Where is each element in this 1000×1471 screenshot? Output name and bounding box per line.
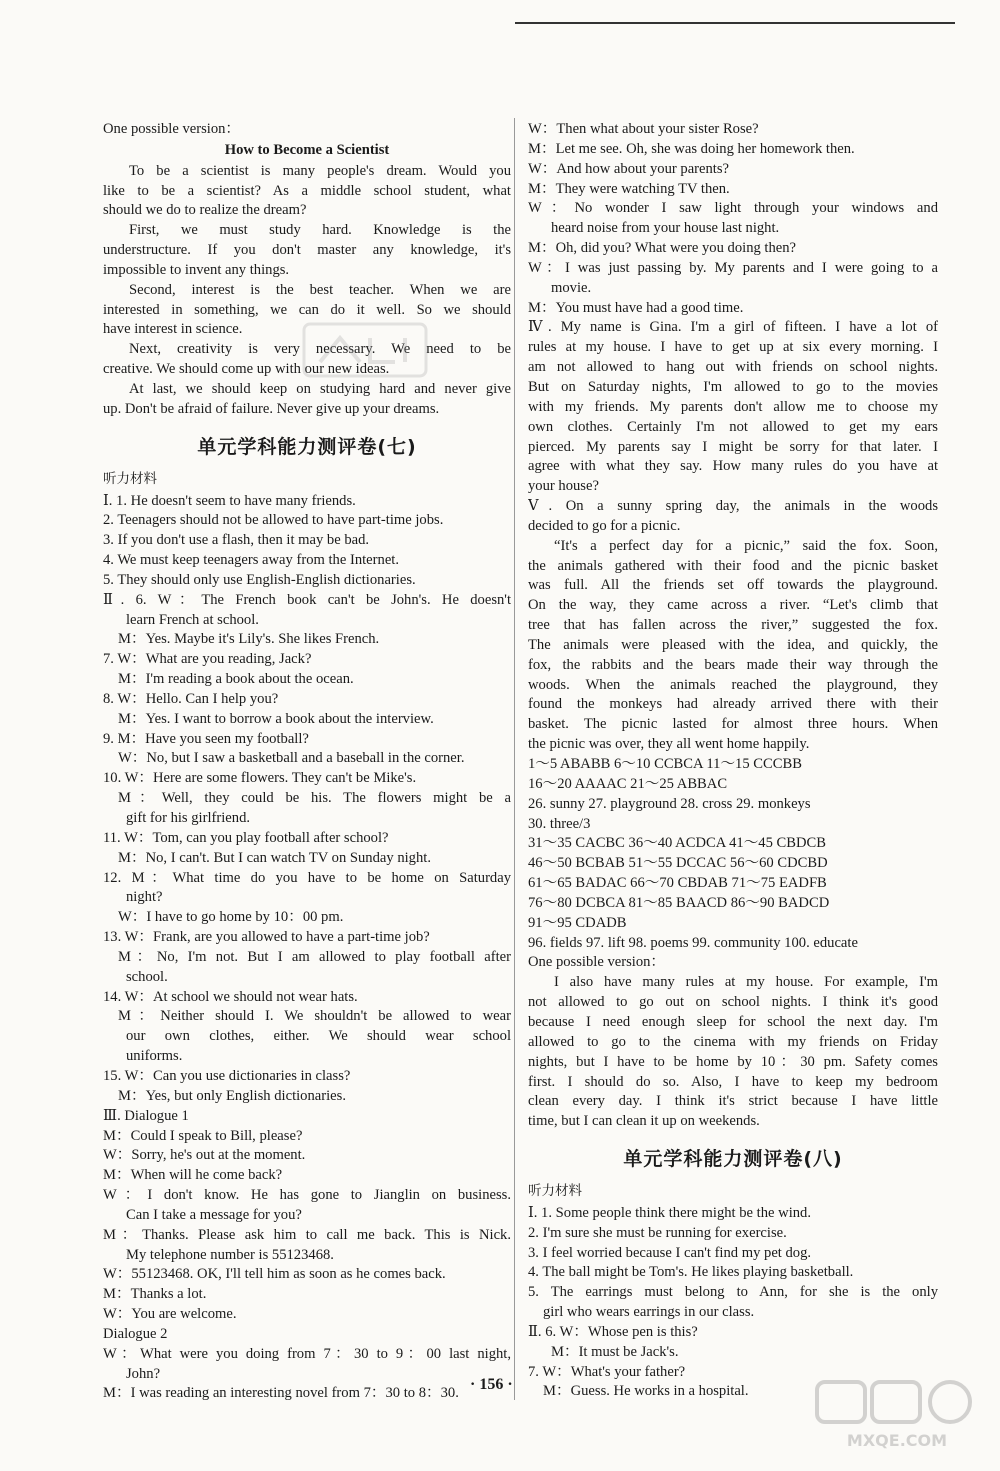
left-column-line: M：I was reading an interesting novel from 7：30 to 8：30.: [103, 1385, 459, 1402]
right-column-line: own clothes. Certainly I'm not allowed to get my ears: [528, 418, 938, 435]
left-column-line: 3. If you don't use a flash, then it may be bad.: [103, 532, 370, 549]
left-column-line: 单元学科能力测评卷(七): [197, 435, 417, 458]
right-column-line: I also have many rules at my house. For example, I'm: [554, 974, 938, 991]
left-column-line: night?: [126, 889, 163, 906]
right-column-line: tree that has fallen across the river,” suggested the fox.: [528, 617, 938, 634]
left-column-line: should we do to realize the dream?: [103, 202, 307, 219]
right-column-line: movie.: [551, 279, 592, 296]
left-column-line: like to be a scientist? As a middle school student, what: [103, 182, 511, 199]
left-column-line: Ⅱ. 6. W：The French book can't be John's. He doesn't: [103, 591, 511, 608]
left-column-line: M：I'm reading a book about the ocean.: [118, 671, 354, 688]
site-logo-watermark: [812, 1378, 982, 1453]
left-column-line: Second, interest is the best teacher. When we are: [129, 281, 511, 298]
left-column-line: First, we must study hard. Knowledge is the: [129, 222, 511, 239]
right-column-line: the animals gathered with their food and the picnic basket: [528, 557, 938, 574]
right-column-line: 26. sunny 27. playground 28. cross 29. monkeys: [528, 795, 811, 812]
right-column-line: M：They were watching TV then.: [528, 180, 730, 197]
right-column-line: 2. I'm sure she must be running for exercise.: [528, 1224, 787, 1241]
right-column-line: One possible version：: [528, 954, 666, 971]
left-column-line: up. Don't be afraid of failure. Never give up your dreams.: [103, 400, 440, 417]
right-column-line: 46～50 BCBAB 51～55 DCCAC 56～60 CDCBD: [528, 855, 828, 872]
left-column-line: creative. We should come up with our new ideas.: [103, 361, 390, 378]
right-column-line: your house?: [528, 478, 599, 495]
right-column-line: M：Let me see. Oh, she was doing her homework then.: [528, 140, 855, 157]
left-column-line: 9. M：Have you seen my football?: [103, 730, 309, 747]
left-column-line: To be a scientist is many people's dream. Would you: [129, 162, 511, 179]
right-column-line: But on Saturday nights, I'm allowed to go to the movies: [528, 378, 938, 395]
left-column-line: interested in something, we can do it well. So we should: [103, 301, 511, 318]
left-column-line: My telephone number is 55123468.: [126, 1246, 334, 1263]
left-column-line: M：Thanks. Please ask him to call me back. This is Nick.: [103, 1226, 511, 1243]
left-column-line: Ⅲ. Dialogue 1: [103, 1107, 189, 1124]
right-column-line: first. I should do so. Also, I have to keep my bedroom: [528, 1073, 938, 1090]
right-column-line: 听力材料: [528, 1183, 582, 1200]
left-column-line: 10. W：Here are some flowers. They can't be Mike's.: [103, 770, 417, 787]
right-column-line: heard noise from your house last night.: [551, 220, 780, 237]
right-column-line: M：Oh, did you? What were you doing then?: [528, 240, 797, 257]
right-column-line: 96. fields 97. lift 98. poems 99. community 100. educate: [528, 934, 858, 951]
right-column-line: time, but I can clean it up on weekends.: [528, 1113, 760, 1130]
right-column-line: 16～20 AAAAC 21～25 ABBAC: [528, 775, 728, 792]
right-column-line: pierced. My parents say I might be sorry for that later. I: [528, 438, 938, 455]
right-column-line: Ⅴ. On a sunny spring day, the animals in the woods: [528, 498, 938, 515]
left-column-line: 15. W：Can you use dictionaries in class?: [103, 1067, 351, 1084]
right-column-line: 1～5 ABABB 6～10 CCBCA 11～15 CCCBB: [528, 756, 802, 772]
left-column-line: learn French at school.: [126, 611, 259, 628]
left-column-line: How to Become a Scientist: [224, 141, 390, 158]
left-column-line: W：I don't know. He has gone to Jianglin on business.: [103, 1187, 511, 1204]
right-column-line: woods. When the animals reached the playground, they: [528, 676, 938, 693]
right-column-line: found the monkeys had already arrived there with their: [528, 696, 938, 713]
right-column-line: W：And how about your parents?: [528, 160, 730, 177]
left-column-line: 2. Teenagers should not be allowed to have part-time jobs.: [103, 512, 444, 529]
left-column-line: Next, creativity is very necessary. We need to be: [129, 341, 511, 358]
right-column-line: W：No wonder I saw light through your windows and: [528, 200, 938, 217]
right-column-line: am not allowed to hang out with friends on school nights.: [528, 359, 938, 376]
left-column-line: W：I have to go home by 10：00 pm.: [118, 909, 344, 926]
right-column-line: clean every day. I think it's strict because I have little: [528, 1093, 938, 1110]
left-column-line: 12. M：What time do you have to be home on Saturday: [103, 869, 511, 886]
right-column-line: 30. three/3: [528, 815, 591, 832]
watermark-stamp-icon: [300, 320, 430, 380]
left-column-line: uniforms.: [126, 1048, 183, 1065]
right-column-line: On the way, they came across a river. “Let's climb that: [528, 597, 938, 614]
right-column-line: M：It must be Jack's.: [551, 1343, 679, 1360]
left-column-line: M：When will he come back?: [103, 1167, 283, 1184]
left-column-line: gift for his girlfriend.: [126, 810, 251, 826]
right-column-line: not allowed to go out on school nights. I think it's good: [528, 994, 938, 1011]
left-column-line: have interest in science.: [103, 321, 243, 338]
left-column-line: W：Sorry, he's out at the moment.: [103, 1147, 306, 1164]
left-column-line: W：You are welcome.: [103, 1306, 237, 1323]
left-column-line: M：Yes. Maybe it's Lily's. She likes French.: [118, 631, 380, 648]
right-column-line: “It's a perfect day for a picnic,” said the fox. Soon,: [554, 537, 938, 554]
right-column-line: basket. The picnic lasted for almost three hours. When: [528, 716, 938, 733]
right-column-line: 31～35 CACBC 36～40 ACDCA 41～45 CBDCB: [528, 835, 827, 852]
right-column-line: allowed to go to the cinema with my friends on Friday: [528, 1033, 938, 1050]
left-column-line: W：55123468. OK, I'll tell him as soon as he comes back.: [103, 1266, 446, 1283]
left-column-line: One possible version：: [103, 121, 241, 137]
left-column-line: Ⅰ. 1. He doesn't seem to have many friends.: [103, 492, 356, 509]
left-column-line: John?: [126, 1365, 161, 1382]
right-column-line: because I need enough sleep for school the next day. I'm: [528, 1013, 938, 1030]
right-column: [528, 120, 938, 1402]
right-column-line: W：I was just passing by. My parents and I were going to a: [528, 259, 938, 276]
right-column-line: 5. The earrings must belong to Ann, for she is the only: [528, 1284, 938, 1301]
right-column-line: M：Guess. He works in a hospital.: [543, 1383, 749, 1400]
left-column-line: Dialogue 2: [103, 1325, 168, 1342]
right-column-line: 单元学科能力测评卷(八): [623, 1148, 843, 1171]
left-column-line: Can I take a message for you?: [126, 1206, 302, 1223]
left-column-line: 7. W：What are you reading, Jack?: [103, 651, 312, 668]
left-column-line: school.: [126, 968, 168, 985]
right-column-line: 76～80 DCBCA 81～85 BAACD 86～90 BADCD: [528, 894, 830, 911]
right-column-line: 7. W：What's your father?: [528, 1363, 686, 1380]
left-column-line: M：No, I'm not. But I am allowed to play football after: [118, 948, 511, 965]
left-column-line: M：No, I can't. But I can watch TV on Sunday night.: [118, 849, 431, 866]
left-column-line: 5. They should only use English-English dictionaries.: [103, 571, 416, 588]
left-column-line: W：What were you doing from 7：30 to 9：00 last night,: [103, 1345, 511, 1362]
left-column-line: impossible to invent any things.: [103, 261, 290, 278]
left-column: [103, 120, 511, 1404]
column-divider: [514, 118, 515, 1400]
right-column-line: with my friends. My parents don't allow me to choose my: [528, 398, 938, 415]
right-column-line: Ⅳ. My name is Gina. I'm a girl of fifteen. I have a lot of: [528, 319, 938, 336]
svg-text:MXQE.COM: MXQE.COM: [846, 1431, 948, 1450]
left-column-line: 8. W：Hello. Can I help you?: [103, 690, 279, 707]
left-column-line: At last, we should keep on studying hard and never give: [129, 380, 511, 397]
right-column-line: The animals were pleased with the idea, and quickly, the: [528, 636, 938, 653]
right-column-line: 4. The ball might be Tom's. He likes playing basketball.: [528, 1264, 854, 1281]
right-column-line: Ⅰ. 1. Some people think there might be the wind.: [528, 1204, 811, 1221]
left-column-line: W：No, but I saw a basketball and a baseball in the corner.: [118, 750, 465, 767]
left-column-line: M：Yes, but only English dictionaries.: [118, 1087, 346, 1104]
left-column-line: 13. W：Frank, are you allowed to have a part-time job?: [103, 929, 430, 946]
page-number: · 156 ·: [470, 1376, 513, 1393]
right-column-line: decided to go for a picnic.: [528, 517, 681, 534]
right-column-line: Ⅱ. 6. W：Whose pen is this?: [528, 1323, 698, 1340]
right-column-line: the picnic was over, they all went home happily.: [528, 736, 810, 753]
right-column-line: 91～95 CDADB: [528, 914, 627, 931]
left-column-line: 11. W：Tom, can you play football after school?: [103, 829, 389, 846]
left-column-line: 听力材料: [103, 470, 157, 487]
left-column-line: understructure. If you don't master any knowledge, it's: [103, 242, 511, 259]
right-column-line: agree with what they say. How many rules do you have at: [528, 458, 938, 475]
left-column-line: our own clothes, either. We should wear school: [126, 1028, 511, 1045]
right-column-line: W：Then what about your sister Rose?: [528, 121, 759, 137]
left-column-line: 14. W：At school we should not wear hats.: [103, 988, 358, 1005]
right-column-line: girl who wears earrings in our class.: [543, 1304, 755, 1321]
left-column-line: M：Could I speak to Bill, please?: [103, 1127, 303, 1144]
right-column-line: was full. All the friends set off towards the playground.: [528, 577, 938, 594]
right-column-line: M：You must have had a good time.: [528, 299, 744, 316]
right-column-line: rules at my house. I have to get up at six every morning. I: [528, 339, 938, 356]
left-column-line: 4. We must keep teenagers away from the Internet.: [103, 552, 399, 569]
left-column-line: M：Well, they could be his. The flowers might be a: [118, 790, 511, 807]
right-column-line: 61～65 BADAC 66～70 CBDAB 71～75 EADFB: [528, 875, 827, 892]
left-column-line: M：Neither should I. We shouldn't be allowed to wear: [118, 1008, 511, 1025]
top-rule: [515, 22, 955, 24]
left-column-line: M：Yes. I want to borrow a book about the interview.: [118, 710, 434, 727]
left-column-line: M：Thanks a lot.: [103, 1286, 207, 1303]
right-column-line: fox, the rabbits and the bears made their way through the: [528, 656, 938, 673]
right-column-line: nights, but I have to be home by 10：30 pm. Safety comes: [528, 1053, 938, 1070]
right-column-line: 3. I feel worried because I can't find my pet dog.: [528, 1244, 812, 1261]
